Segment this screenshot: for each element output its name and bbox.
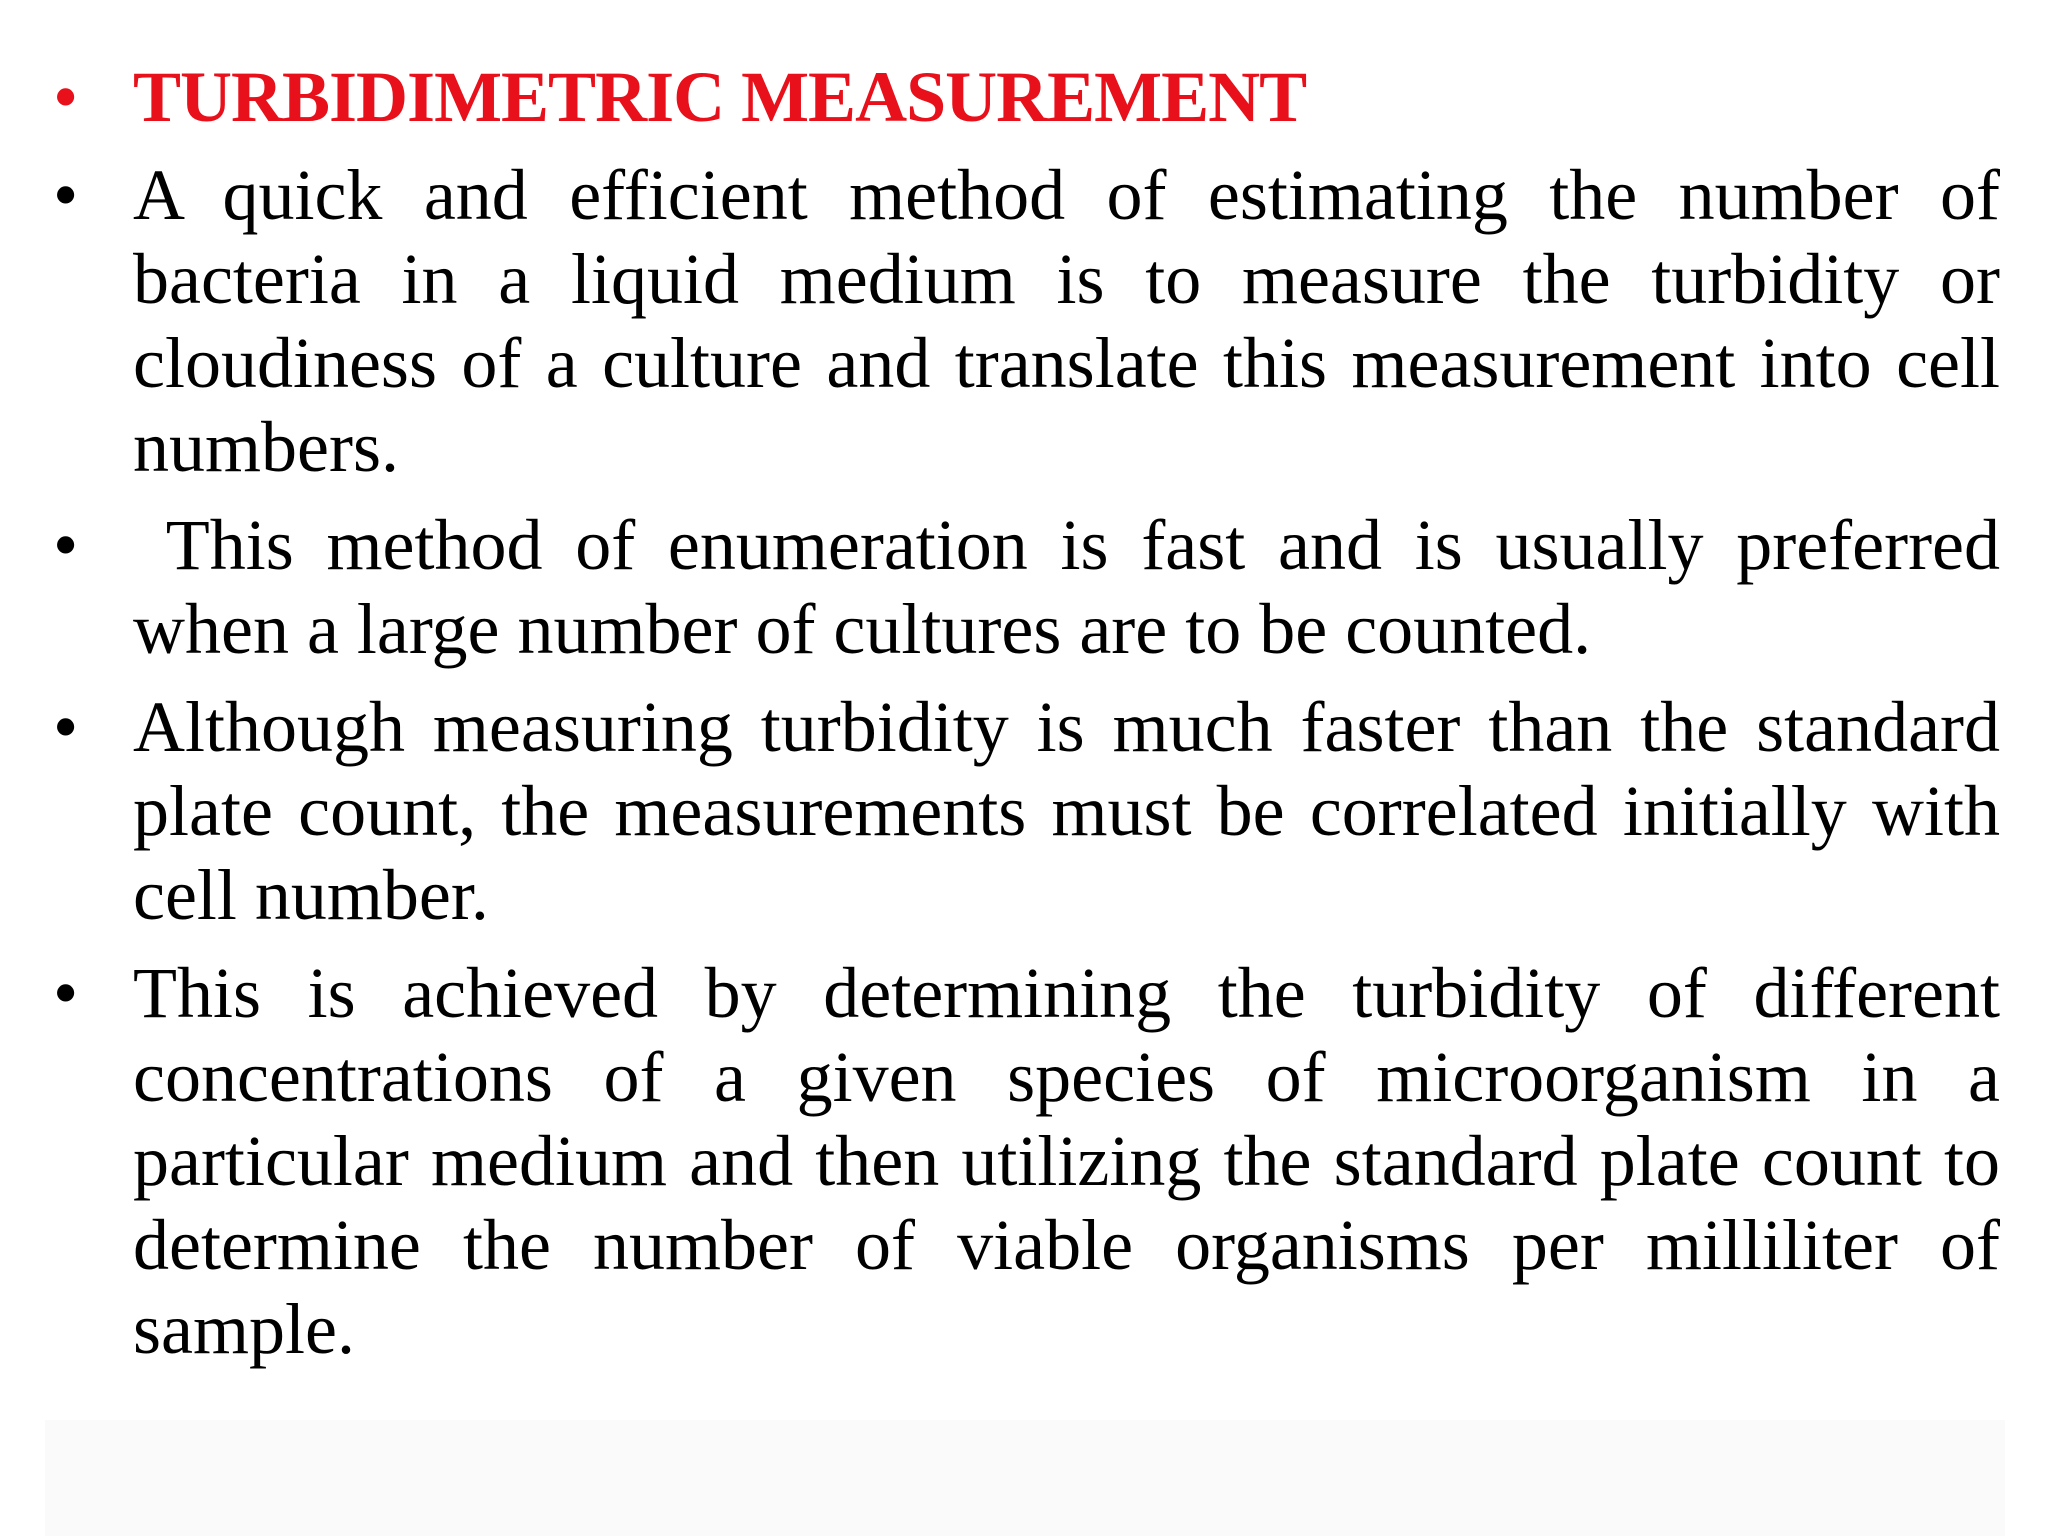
bullet-item [45, 685, 2000, 937]
slide-footer-band [45, 1420, 2005, 1536]
bullet-dot-icon: • [53, 505, 79, 585]
bullet-text: This is achieved by determining the turbidity of different concentrations of a given species of microorganism in a particular medium and then utilizing the standard plate count to determine the number of viable organisms per milliliter of sample. [133, 953, 2000, 1369]
bullet-text: A quick and efficient method of estimating the number of bacteria in a liquid medium is to measure the turbidity or cloudiness of a culture and translate this measurement into cell numbers. [133, 155, 2000, 487]
bullet-heading [45, 55, 2000, 139]
bullet-item [45, 153, 2000, 489]
bullet-text: This method of enumeration is fast and is usually preferred when a large number of cultures are to be counted. [133, 505, 2018, 669]
slide-heading: TURBIDIMETRIC MEASUREMENT [133, 57, 1307, 137]
bullet-item [45, 503, 2018, 671]
bullet-dot-icon: • [53, 155, 79, 235]
bullet-dot-icon: • [53, 57, 79, 137]
bullet-list [45, 55, 2018, 1371]
bullet-text: Although measuring turbidity is much faster than the standard plate count, the measurements must be correlated initially with cell number. [133, 687, 2000, 935]
bullet-dot-icon: • [53, 687, 79, 767]
bullet-item [45, 951, 2000, 1371]
bullet-dot-icon: • [53, 953, 79, 1033]
